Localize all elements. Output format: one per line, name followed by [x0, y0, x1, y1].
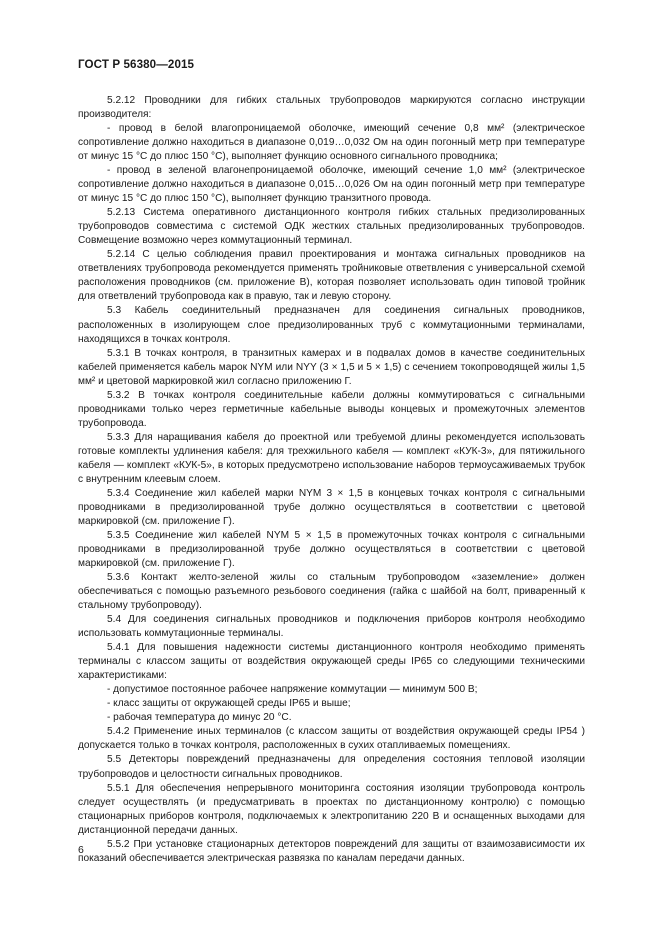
clause-5-2-12: 5.2.12 Проводники для гибких стальных трубопроводов маркируются согласно инструкции производителя: [78, 95, 585, 121]
clause-5-4-1: 5.4.1 Для повышения надежности системы дистанционного контроля необходимо применять терминалы с классом защиты от воздействия окружающей среды IP65 со следующими техническими характеристиками: [78, 642, 585, 682]
clause-5-3-1: 5.3.1 В точках контроля, в транзитных камерах и в подвалах домов в качестве соединительных кабелей применяется кабель марок NYM или NYY (3 × 1,5 и 5 × 1,5) с сечением токопроводящей жилы 1,5 мм² и цветовой маркировкой жил согласно приложению Г. [78, 347, 585, 387]
clause-5-3: 5.3 Кабель соединительный предназначен для соединения сигнальных проводников, расположенных в изолирующем слое предизолированных труб с коммутационными терминалами, находящихся в точках контроля. [78, 305, 585, 345]
clause-5-3-5: 5.3.5 Соединение жил кабелей NYM 5 × 1,5 в промежуточных точках контроля с сигнальными проводниками в предизолированной трубе должно осуществляться в соответствии с цветовой маркировкой (см. приложение Г). [78, 529, 585, 570]
clause-5-3-3: 5.3.3 Для наращивания кабеля до проектной или требуемой длины рекомендуется использовать готовые комплекты удлинения кабеля: для трехжильного кабеля — комплект «КУК-3», для пятижильного кабеля — комплект «КУК-5», в которых предусмотрено использование наборов термоусаживаемых трубок с внутренним клеевым слоем. [78, 431, 585, 485]
clause-5-5-1: 5.5.1 Для обеспечения непрерывного мониторинга состояния изоляции трубопровода контроль следует осуществлять (и предусматривать в проектах по дистанционному контролю) с помощью стационарных приборов контроля, подключаемых к электропитанию 220 В и оснащенных выходами для дистанционной передачи данных. [78, 782, 585, 836]
clause-5-4-2: 5.4.2 Применение иных терминалов (с классом защиты от воздействия окружающей среды IP54 ) допускается только в точках контроля, расположенных в сухих отапливаемых помещениях. [78, 726, 585, 752]
clause-5-4: 5.4 Для соединения сигнальных проводников и подключения приборов контроля необходимо использовать коммутационные терминалы. [78, 614, 585, 640]
clause-5-2-13: 5.2.13 Система оперативного дистанционного контроля гибких стальных предизолированных трубопроводов совместима с системой ОДК жестких стальных предизолированных трубопроводов. Совмещение возможно через коммутационный терминал. [78, 207, 585, 247]
clause-5-5: 5.5 Детекторы повреждений предназначены для определения состояния тепловой изоляции трубопроводов и целостности сигнальных проводников. [78, 754, 585, 780]
list-item: - рабочая температура до минус 20 °С. [107, 712, 292, 724]
document-header: ГОСТ Р 56380—2015 [78, 58, 195, 71]
clause-5-3-2: 5.3.2 В точках контроля соединительные кабели должны коммутироваться с сигнальными проводниками только через герметичные кабельные выводы концевых и промежуточных элементов трубопровода. [78, 389, 585, 429]
list-item: - класс защиты от окружающей среды IP65 и выше; [107, 698, 351, 710]
clause-5-5-2: 5.5.2 При установке стационарных детекторов повреждений для защиты от взаимозависимости их показаний обеспечивается электрическая развязка по каналам передачи данных. [78, 838, 585, 864]
list-item: - провод в белой влагопроницаемой оболочке, имеющий сечение 0,8 мм² (электрическое сопротивление должно находиться в диапазоне 0,019…0,032 Ом на один погонный метр при температуре от минус 15 °С до плюс 150 °С), выполняет функцию основного сигнального проводника; [78, 123, 585, 163]
list-item: - провод в зеленой влагонепроницаемой оболочке, имеющий сечение 1,0 мм² (электрическое сопротивление должно находиться в диапазоне 0,015…0,026 Ом на один погонный метр при температуре от минус 15 °С до плюс 150 °С), выполняет функцию транзитного провода. [78, 165, 585, 205]
clause-5-2-14: 5.2.14 С целью соблюдения правил проектирования и монтажа сигнальных проводников на ответвлениях трубопровода рекомендуется применять тройниковые ответвления с универсальной схемой расположения проводников (см. приложение В), которая позволяет использовать один типовой тройник для ответвлений трубопровода как в правую, так и левую сторону. [78, 249, 585, 303]
clause-5-3-6: 5.3.6 Контакт желто-зеленой жилы со стальным трубопроводом «заземление» должен обеспечиваться с помощью разъемного резьбового соединения (гайка с шайбой на болт, приваренный к стальному трубопроводу). [78, 572, 585, 612]
page-number: 6 [78, 844, 84, 856]
document-body [78, 94, 585, 866]
list-item: - допустимое постоянное рабочее напряжение коммутации — минимум 500 В; [107, 684, 478, 696]
clause-5-3-4: 5.3.4 Соединение жил кабелей марки NYM 3 × 1,5 в концевых точках контроля с сигнальными проводниками в предизолированной трубе должно осуществляться в соответствии с цветовой маркировкой (см. приложение Г). [78, 487, 585, 527]
